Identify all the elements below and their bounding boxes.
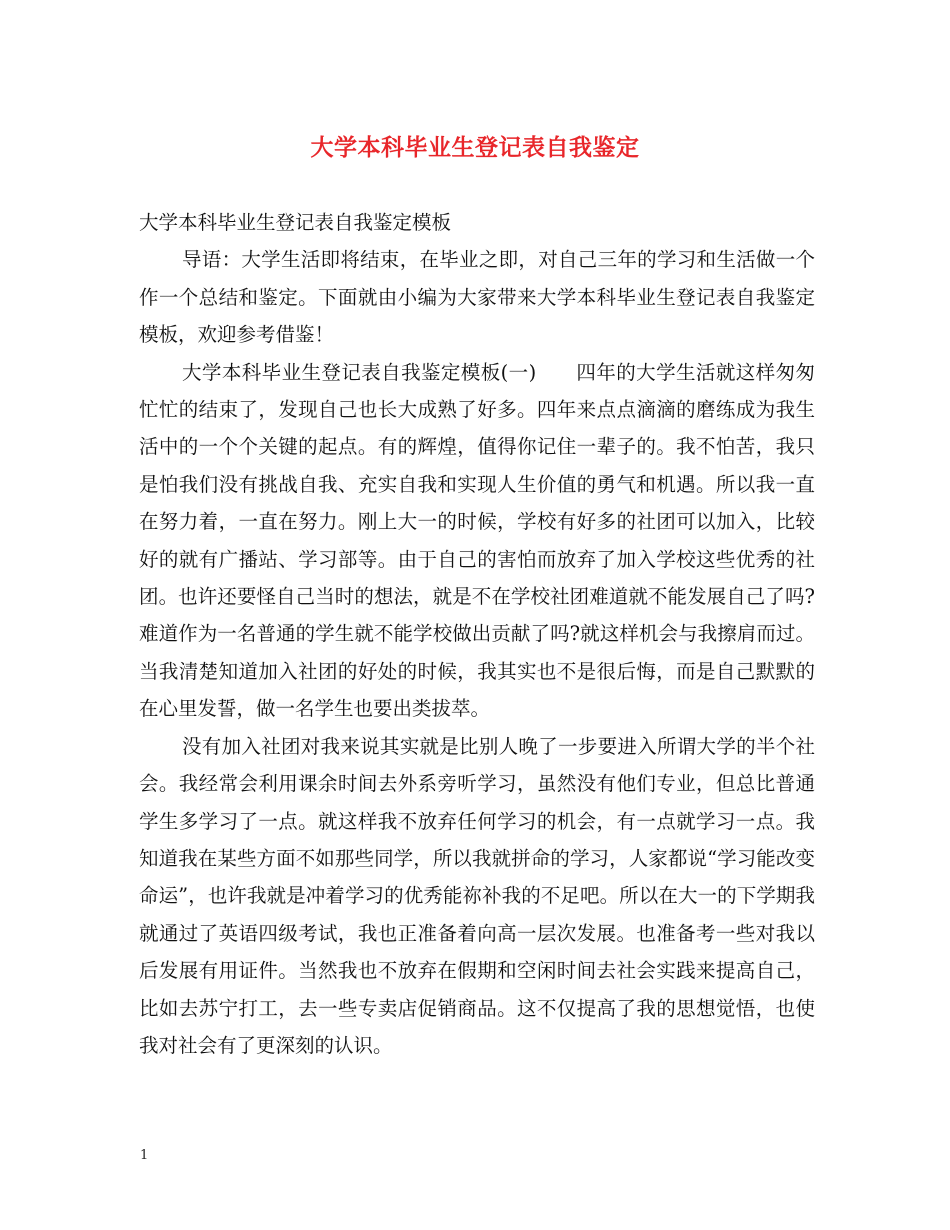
paragraph-subtitle: 大学本科毕业生登记表自我鉴定模板 xyxy=(139,211,452,234)
document-title: 大学本科毕业生登记表自我鉴定 xyxy=(310,134,640,161)
paragraph-intro: 导语：大学生活即将结束，在毕业之即，对自己三年的学习和生活做一个作一个总结和鉴定。下面就由小编为大家带来大学本科毕业生登记表自我鉴定模板，欢迎参考借鉴！ xyxy=(139,248,815,347)
document-body xyxy=(139,204,815,1064)
paragraph-society: 没有加入社团对我来说其实就是比别人晚了一步要进入所谓大学的半个社会。我经常会利用课余时间去外系旁听学习，虽然没有他们专业，但总比普通学生多学习了一点。就这样我不放弃任何学习的机会，有一点就学习一点。我知道我在某些方面不如那些同学，所以我就拼命的学习，人家都说“学习能改变命运”，也许我就是冲着学习的优秀能祢补我的不足吧。所以在大一的下学期我就通过了英语四级考试，我也正准备着向高一层次发展。也准备考一些对我以后发展有用证件。当然我也不放弃在假期和空闲时间去社会实践来提高自己，比如去苏宁打工，去一些专卖店促销商品。这不仅提高了我的思想觉悟，也使我对社会有了更深刻的认识。 xyxy=(139,734,815,1057)
page-number: 1 xyxy=(140,1148,149,1163)
paragraph-template-one: 大学本科毕业生登记表自我鉴定模板(一) 四年的大学生活就这样匆匆忙忙的结束了，发现自己也长大成熟了好多。四年来点点滴滴的磨练成为我生活中的一个个关键的起点。有的辉煌，值得你记住一辈子的。我不怕苦，我只是怕我们没有挑战自我、充实自我和实现人生价值的勇气和机遇。所以我一直在努力着，一直在努力。刚上大一的时候，学校有好多的社团可以加入，比较好的就有广播站、学习部等。由于自己的害怕而放弃了加入学校这些优秀的社团。也许还要怪自己当时的想法，就是不在学校社团难道就不能发展自己了吗?难道作为一名普通的学生就不能学校做出贡献了吗?就这样机会与我擦肩而过。当我清楚知道加入社团的好处的时候，我其实也不是很后悔，而是自己默默的在心里发誓，做一名学生也要出类拔萃。 xyxy=(139,360,815,721)
